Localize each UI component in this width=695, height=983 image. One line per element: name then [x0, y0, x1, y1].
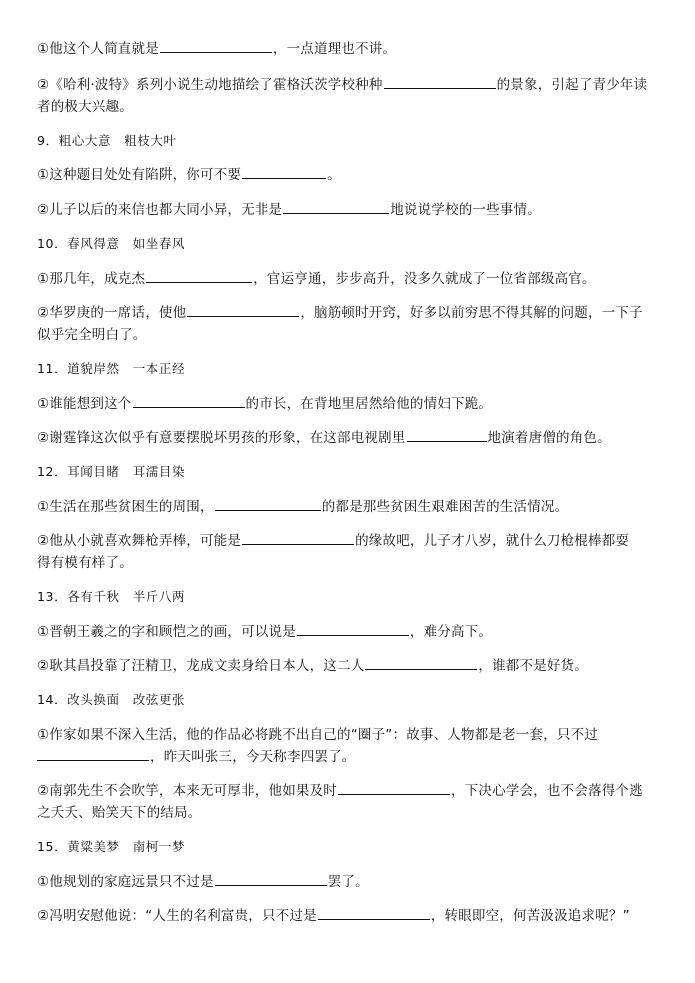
answer-blank[interactable] [338, 780, 450, 795]
sentence-15-2 [37, 905, 662, 927]
sentence-14-2-cont: 之夭夭、贻笑天下的结局。 [37, 805, 202, 821]
sentence-10-2-cont: 似乎完全明白了。 [37, 327, 147, 343]
answer-blank[interactable] [146, 268, 252, 283]
answer-blank[interactable] [215, 871, 327, 886]
question-10-heading: 10．春风得意 如坐春风 [37, 236, 186, 251]
sentence-text: ，难分高下。 [409, 624, 493, 640]
sentence-text: ，脑筋顿时开窍，好多以前穷思不得其解的问题，一下子 [300, 305, 643, 321]
sentence-13-1 [37, 621, 662, 643]
sentence-text: ①谁能想到这个 [37, 396, 132, 412]
question-9-heading: 9．粗心大意 粗枝大叶 [37, 133, 177, 148]
sentence-text: ①那几年，成克杰 [37, 271, 146, 287]
answer-blank[interactable] [242, 164, 326, 179]
sentence-text: 。 [327, 167, 341, 183]
sentence-text: 地说说学校的一些事情。 [390, 202, 541, 218]
sentence-text: ①晋朝王羲之的字和顾恺之的画，可以说是 [37, 624, 296, 640]
sentence-text: ①生活在那些贫困生的周围， [37, 499, 214, 515]
sentence-text: ，转眼即空，何苦汲汲追求呢？” [430, 908, 630, 924]
sentence-8-1 [37, 38, 662, 60]
sentence-10-1 [37, 268, 662, 290]
sentence-14-1: ①作家如果不深入生活，他的作品必将跳不出自己的“圈子”：故事、人物都是老一套，只不过 [37, 727, 598, 743]
sentence-text: 的缘故吧，儿子才八岁，就什么刀枪棍棒都耍 [355, 533, 630, 549]
answer-blank[interactable] [187, 302, 299, 317]
answer-blank[interactable] [37, 746, 149, 761]
sentence-8-2-cont: 者的极大兴趣。 [37, 99, 133, 115]
question-12-heading: 12．耳闻目睹 耳濡目染 [37, 464, 186, 479]
sentence-text: 地演着唐僧的角色。 [487, 430, 611, 446]
sentence-text: ①他规划的家庭远景只不过是 [37, 874, 214, 890]
sentence-text: ，官运亨通，步步高升，没多久就成了一位省部级高官。 [253, 271, 596, 287]
sentence-text: ②耿其昌投靠了汪精卫，龙成文卖身给日本人，这二人 [37, 658, 365, 674]
sentence-text: 罢了。 [327, 874, 369, 890]
answer-blank[interactable] [215, 496, 321, 511]
sentence-10-2 [37, 302, 662, 324]
sentence-text: ，下决心学会，也不会落得个逃 [451, 783, 643, 799]
answer-blank[interactable] [384, 74, 496, 89]
sentence-text: 的市长，在背地里居然给他的情妇下跪。 [245, 396, 493, 412]
question-13-heading: 13．各有千秋 半斤八两 [37, 589, 186, 604]
sentence-13-2 [37, 655, 662, 677]
sentence-12-1 [37, 496, 662, 518]
answer-blank[interactable] [297, 621, 409, 636]
sentence-text: ②他从小就喜欢舞枪弄棒，可能是 [37, 533, 242, 549]
sentence-14-1-cont [37, 746, 662, 768]
answer-blank[interactable] [407, 427, 487, 442]
sentence-text: ，谁都不是好货。 [478, 658, 589, 674]
sentence-12-2-cont: 得有模有样了。 [37, 555, 133, 571]
sentence-text: ②冯明安慰他说：“人生的名利富贵，只不过是 [37, 908, 317, 924]
sentence-14-2 [37, 780, 662, 802]
sentence-text: ②《哈利·波特》系列小说生动地描绘了霍格沃茨学校种种 [37, 77, 383, 93]
sentence-15-1 [37, 871, 662, 893]
sentence-11-2 [37, 427, 662, 449]
sentence-9-1 [37, 164, 662, 186]
sentence-12-2 [37, 530, 662, 552]
sentence-text: ②儿子以后的来信也都大同小异，无非是 [37, 202, 283, 218]
sentence-text: 的景象，引起了青少年读 [496, 77, 648, 93]
answer-blank[interactable] [160, 38, 272, 53]
answer-blank[interactable] [365, 655, 477, 670]
answer-blank[interactable] [133, 393, 245, 408]
sentence-text: ②华罗庚的一席话，使他 [37, 305, 187, 321]
sentence-text: ②谢霆锋这次似乎有意要摆脱坏男孩的形象，在这部电视剧里 [37, 430, 406, 446]
answer-blank[interactable] [318, 905, 430, 920]
sentence-11-1 [37, 393, 662, 415]
sentence-text: ②南郭先生不会吹竽，本来无可厚非，他如果及时 [37, 783, 338, 799]
question-14-heading: 14．改头换面 改弦更张 [37, 692, 186, 707]
sentence-text: 的都是那些贫困生艰难困苦的生活情况。 [321, 499, 569, 515]
sentence-8-2 [37, 74, 662, 96]
answer-blank[interactable] [283, 199, 389, 214]
question-11-heading: 11．道貌岸然 一本正经 [37, 361, 186, 376]
sentence-text: ，昨天叫张三，今天称李四罢了。 [150, 749, 356, 765]
question-15-heading: 15．黄粱美梦 南柯一梦 [37, 839, 186, 854]
sentence-text: ，一点道理也不讲。 [272, 41, 397, 57]
answer-blank[interactable] [242, 530, 354, 545]
sentence-text: ①他这个人简直就是 [37, 41, 159, 57]
sentence-text: ①这种题目处处有陷阱，你可不要 [37, 167, 242, 183]
sentence-9-2 [37, 199, 662, 221]
